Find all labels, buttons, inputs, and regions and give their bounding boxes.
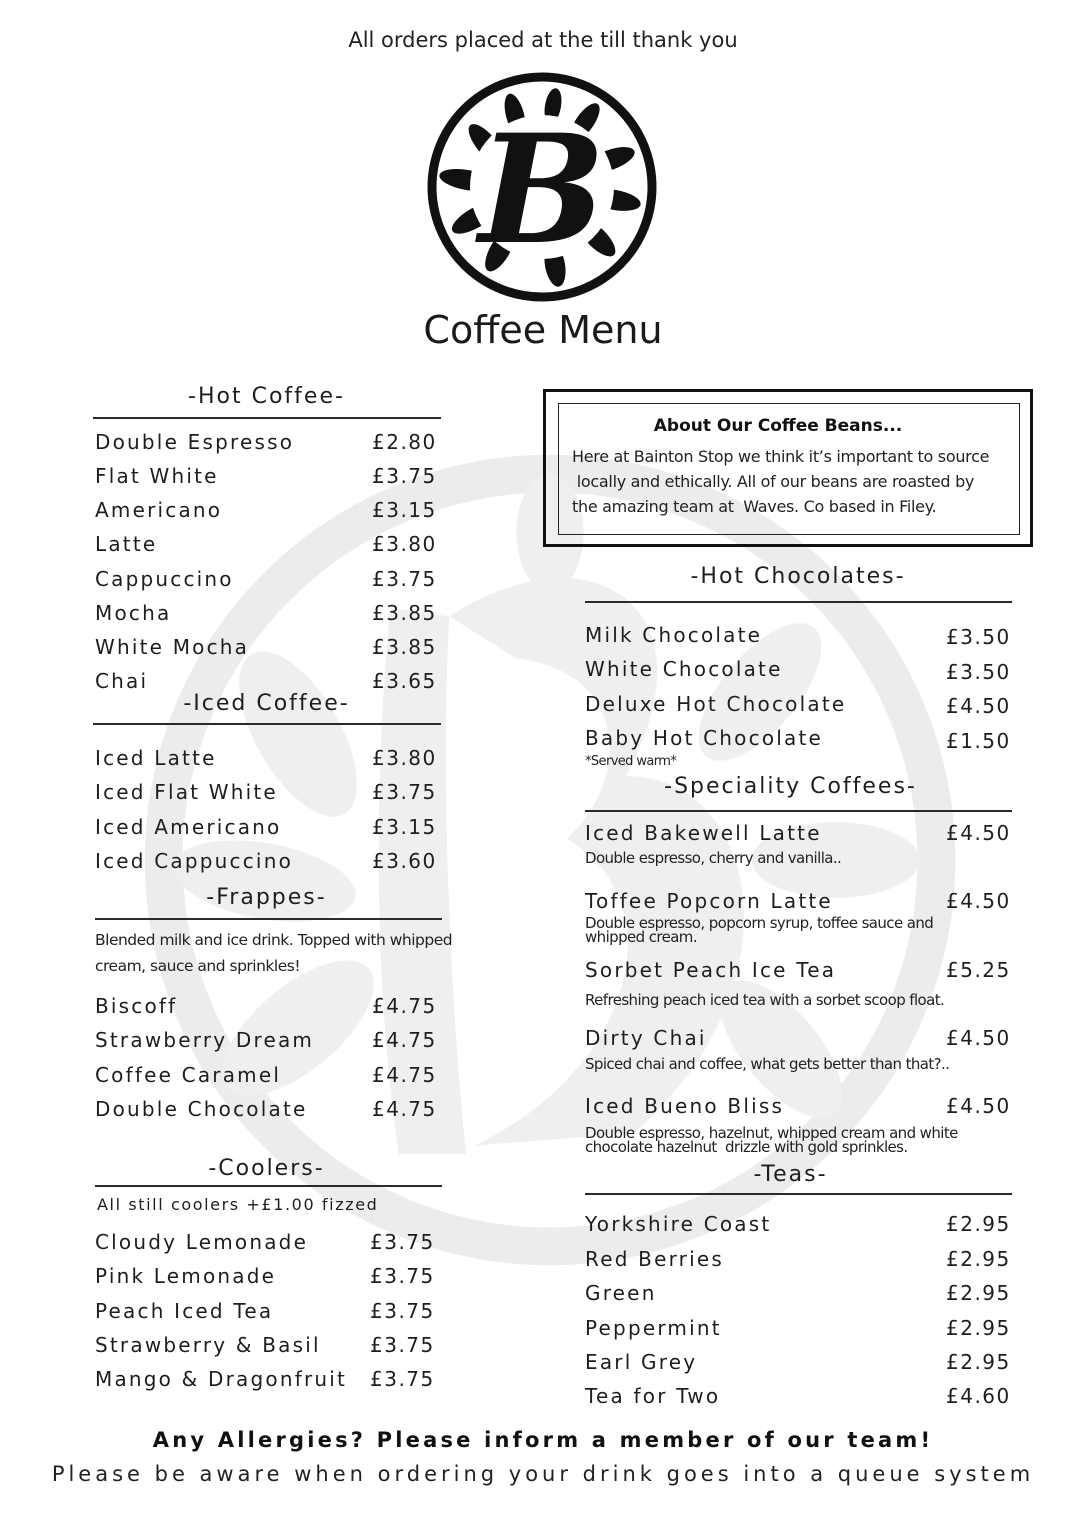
menu-item-price: £4.75	[372, 994, 437, 1018]
menu-item-desc: Refreshing peach iced tea with a sorbet scoop float.	[585, 991, 945, 1009]
menu-item-price: £4.50	[946, 889, 1011, 913]
divider	[585, 601, 1012, 603]
menu-item-name: Peppermint	[585, 1316, 722, 1340]
allergy-notice: Any Allergies? Please inform a member of our team!	[152, 1428, 934, 1452]
coolers-fizz-note: All still coolers +£1.00 fizzed	[97, 1195, 379, 1214]
divider	[93, 723, 441, 725]
desc-line: Double espresso, hazelnut, whipped cream and white	[585, 1124, 958, 1142]
about-title: About Our Coffee Beans...	[653, 416, 903, 436]
menu-item-name: White Mocha	[95, 635, 250, 659]
menu-item-name: Red Berries	[585, 1247, 724, 1271]
section-title-teas: -Teas-	[753, 1162, 828, 1187]
menu-item-price: £3.50	[946, 625, 1011, 649]
menu-item-price: £2.95	[946, 1316, 1011, 1340]
menu-item-price: £4.75	[372, 1097, 437, 1121]
menu-item-price: £4.50	[946, 1094, 1011, 1118]
divider	[585, 810, 1012, 812]
desc-line: Double espresso, popcorn syrup, toffee sauce and	[585, 914, 934, 932]
menu-item-name: White Chocolate	[585, 657, 783, 681]
section-title-coolers: -Coolers-	[208, 1156, 325, 1181]
menu-item-price: £4.75	[372, 1028, 437, 1052]
desc-line: chocolate hazelnut drizzle with gold sprinkles.	[585, 1138, 908, 1156]
menu-item-price: £3.75	[372, 464, 437, 488]
menu-item-name: Green	[585, 1281, 657, 1305]
menu-item-name: Latte	[95, 532, 158, 556]
page-title: Coffee Menu	[423, 308, 663, 352]
menu-item-name: Yorkshire Coast	[585, 1212, 772, 1236]
menu-item-name: Biscoff	[95, 994, 178, 1018]
about-line: the amazing team at Waves. Co based in Filey.	[572, 497, 937, 516]
menu-item-name: Iced Latte	[95, 746, 217, 770]
about-text	[572, 444, 1022, 519]
frappes-note-line: cream, sauce and sprinkles!	[95, 957, 301, 975]
menu-item-price: £4.50	[946, 821, 1011, 845]
menu-item-desc: *Served warm*	[585, 754, 677, 769]
menu-item-price: £3.80	[372, 746, 437, 770]
menu-item-price: £3.60	[372, 849, 437, 873]
menu-item-desc: Spiced chai and coffee, what gets better than that?..	[585, 1055, 950, 1073]
menu-item-price: £3.85	[372, 601, 437, 625]
menu-item-price: £3.75	[372, 780, 437, 804]
menu-item-name: Iced Flat White	[95, 780, 278, 804]
menu-item-price: £3.85	[372, 635, 437, 659]
desc-line: whipped cream.	[585, 928, 697, 946]
menu-item-price: £3.15	[372, 498, 437, 522]
menu-item-price: £3.50	[946, 660, 1011, 684]
menu-item-name: Dirty Chai	[585, 1026, 707, 1050]
menu-item-name: Cloudy Lemonade	[95, 1230, 309, 1254]
frappes-note-line: Blended milk and ice drink. Topped with whipped	[95, 931, 453, 949]
divider	[95, 918, 442, 920]
menu-item-name: Americano	[95, 498, 223, 522]
menu-item-desc: Double espresso, cherry and vanilla..	[585, 849, 842, 867]
menu-item-name: Cappuccino	[95, 567, 234, 591]
section-title-speciality-coffees: -Speciality Coffees-	[664, 774, 917, 799]
menu-item-price: £4.60	[946, 1384, 1011, 1408]
menu-item-price: £5.25	[946, 958, 1011, 982]
menu-item-name: Toffee Popcorn Latte	[585, 889, 833, 913]
menu-item-price: £3.75	[370, 1333, 435, 1357]
menu-item-name: Chai	[95, 669, 149, 693]
menu-item-name: Strawberry Dream	[95, 1028, 315, 1052]
menu-item-price: £4.75	[372, 1063, 437, 1087]
menu-item-name: Flat White	[95, 464, 219, 488]
menu-item-price: £4.50	[946, 694, 1011, 718]
menu-item-name: Double Espresso	[95, 430, 295, 454]
menu-item-price: £3.75	[370, 1264, 435, 1288]
menu-item-name: Mango & Dragonfruit	[95, 1367, 348, 1391]
menu-item-name: Double Chocolate	[95, 1097, 308, 1121]
menu-item-price: £3.65	[372, 669, 437, 693]
divider	[95, 1185, 442, 1187]
order-at-till-note: All orders placed at the till thank you	[348, 28, 738, 52]
menu-item-price: £2.95	[946, 1281, 1011, 1305]
menu-item-name: Pink Lemonade	[95, 1264, 277, 1288]
menu-item-price: £2.95	[946, 1212, 1011, 1236]
menu-item-name: Earl Grey	[585, 1350, 698, 1374]
menu-item-name: Iced Bueno Bliss	[585, 1094, 785, 1118]
menu-item-name: Iced Cappuccino	[95, 849, 293, 873]
about-line: locally and ethically. All of our beans are roasted by	[572, 472, 975, 491]
menu-item-price: £3.80	[372, 532, 437, 556]
menu-item-name: Coffee Caramel	[95, 1063, 282, 1087]
section-title-hot-coffee: -Hot Coffee-	[188, 384, 345, 409]
menu-item-price: £2.95	[946, 1247, 1011, 1271]
menu-item-name: Iced Americano	[95, 815, 282, 839]
menu-item-name: Mocha	[95, 601, 172, 625]
menu-item-desc	[585, 916, 933, 944]
menu-item-name: Baby Hot Chocolate	[585, 726, 824, 750]
divider	[585, 1193, 1012, 1195]
menu-item-name: Milk Chocolate	[585, 623, 763, 647]
divider	[93, 417, 441, 419]
menu-item-name: Iced Bakewell Latte	[585, 821, 822, 845]
menu-item-name: Sorbet Peach Ice Tea	[585, 958, 837, 982]
section-title-hot-chocolates: -Hot Chocolates-	[690, 564, 906, 589]
menu-item-price: £4.50	[946, 1026, 1011, 1050]
menu-item-name: Tea for Two	[585, 1384, 721, 1408]
menu-item-desc	[585, 1126, 958, 1154]
menu-item-price: £3.75	[370, 1367, 435, 1391]
menu-item-price: £3.75	[370, 1230, 435, 1254]
menu-item-name: Strawberry & Basil	[95, 1333, 321, 1357]
menu-item-name: Peach Iced Tea	[95, 1299, 274, 1323]
menu-item-name: Deluxe Hot Chocolate	[585, 692, 847, 716]
brand-logo-icon	[425, 70, 659, 304]
menu-item-price: £2.80	[372, 430, 437, 454]
menu-item-price: £1.50	[946, 729, 1011, 753]
menu-item-price: £3.75	[372, 567, 437, 591]
menu-item-price: £2.95	[946, 1350, 1011, 1374]
menu-item-price: £3.15	[372, 815, 437, 839]
about-line: Here at Bainton Stop we think it’s important to source	[572, 447, 990, 466]
svg-text:B: B	[478, 102, 606, 278]
menu-item-price: £3.75	[370, 1299, 435, 1323]
section-title-iced-coffee: -Iced Coffee-	[183, 691, 350, 716]
queue-notice: Please be aware when ordering your drink goes into a queue system	[51, 1462, 1035, 1486]
section-title-frappes: -Frappes-	[206, 885, 327, 910]
